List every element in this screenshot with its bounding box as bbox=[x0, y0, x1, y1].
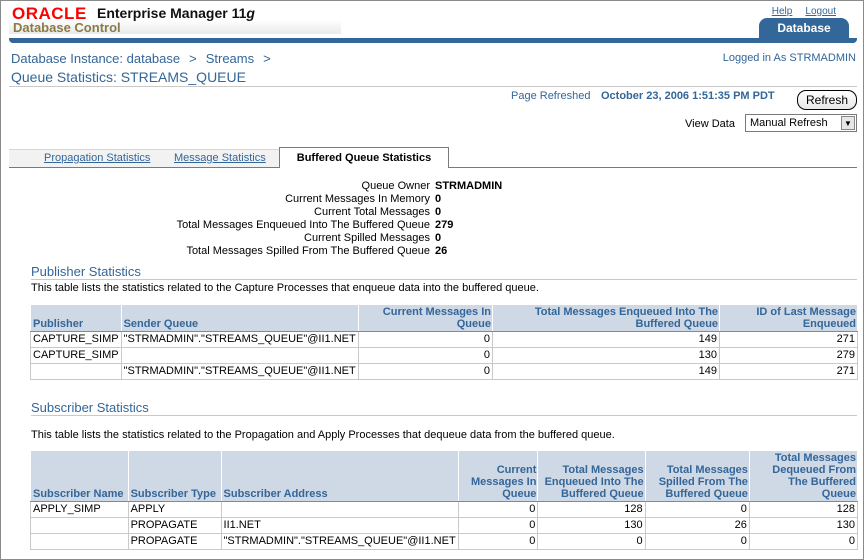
page-refreshed-time: October 23, 2006 1:51:35 PM PDT bbox=[601, 90, 775, 102]
cell-total-spilled: 0 bbox=[645, 502, 749, 518]
column-header-last-message-id: ID of Last Message Enqueued bbox=[720, 305, 858, 332]
breadcrumb bbox=[11, 51, 280, 66]
cell-publisher: CAPTURE_SIMP bbox=[31, 348, 122, 364]
subscriber-statistics-table bbox=[30, 450, 858, 550]
breadcrumb-separator: > bbox=[263, 51, 271, 66]
table-row bbox=[31, 364, 858, 380]
table-row bbox=[31, 332, 858, 348]
global-links bbox=[762, 5, 836, 17]
summary-value: 279 bbox=[435, 219, 454, 231]
table-header-row bbox=[31, 305, 858, 332]
breadcrumb-streams[interactable]: Streams bbox=[205, 51, 255, 66]
cell-last-message-id: 271 bbox=[720, 332, 858, 348]
summary-value: STRMADMIN bbox=[435, 180, 503, 192]
summary-label: Total Messages Spilled From The Buffered Queue bbox=[186, 245, 430, 257]
tab-buffered-queue-statistics[interactable]: Buffered Queue Statistics bbox=[279, 147, 449, 168]
cell-total-dequeued: 0 bbox=[749, 534, 857, 550]
refresh-button[interactable]: Refresh bbox=[797, 90, 857, 110]
cell-current-messages: 0 bbox=[458, 502, 538, 518]
product-subtitle: Database Control bbox=[13, 20, 121, 35]
summary-label: Queue Owner bbox=[361, 180, 430, 192]
section-divider bbox=[31, 279, 857, 280]
subscriber-description: This table lists the statistics related to the Propagation and Apply Processes that dequeue data from the buffered queue. bbox=[31, 429, 615, 441]
cell-publisher: CAPTURE_SIMP bbox=[31, 332, 122, 348]
cell-subscriber-address bbox=[221, 502, 458, 518]
table-row bbox=[31, 518, 858, 534]
column-header-total-dequeued: Total Messages Dequeued From The Buffered Queue bbox=[749, 451, 857, 502]
cell-total-dequeued: 130 bbox=[749, 518, 857, 534]
cell-current-messages: 0 bbox=[458, 518, 538, 534]
column-header-subscriber-type: Subscriber Type bbox=[128, 451, 221, 502]
cell-total-enqueued: 130 bbox=[538, 518, 645, 534]
logged-in-user: Logged in As STRMADMIN bbox=[722, 52, 856, 64]
cell-sender-queue: "STRMADMIN"."STREAMS_QUEUE"@II1.NET bbox=[121, 364, 358, 380]
view-data-label: View Data bbox=[685, 118, 735, 130]
cell-subscriber-address: "STRMADMIN"."STREAMS_QUEUE"@II1.NET bbox=[221, 534, 458, 550]
breadcrumb-separator: > bbox=[189, 51, 197, 66]
cell-total-enqueued: 130 bbox=[492, 348, 719, 364]
summary-value: 0 bbox=[435, 193, 442, 205]
tab-propagation-statistics[interactable]: Propagation Statistics bbox=[44, 152, 151, 164]
publisher-description: This table lists the statistics related to the Capture Processes that enqueue data into the buffered queue. bbox=[31, 282, 539, 294]
tab-database[interactable]: Database bbox=[759, 18, 849, 39]
publisher-statistics-table bbox=[30, 304, 858, 380]
title-divider bbox=[9, 86, 857, 87]
cell-total-spilled: 26 bbox=[645, 518, 749, 534]
section-divider bbox=[31, 415, 857, 416]
summary-row bbox=[101, 180, 521, 193]
cell-last-message-id: 271 bbox=[720, 364, 858, 380]
cell-subscriber-address: II1.NET bbox=[221, 518, 458, 534]
view-data-select[interactable] bbox=[745, 114, 857, 132]
summary-label: Current Spilled Messages bbox=[304, 232, 430, 244]
summary-row bbox=[101, 206, 521, 219]
help-link[interactable]: Help bbox=[771, 6, 793, 17]
cell-total-enqueued: 0 bbox=[538, 534, 645, 550]
summary-label: Current Messages In Memory bbox=[285, 193, 430, 205]
summary-label: Current Total Messages bbox=[314, 206, 430, 218]
cell-sender-queue bbox=[121, 348, 358, 364]
column-header-total-enqueued: Total Messages Enqueued Into The Buffered Queue bbox=[492, 305, 719, 332]
summary-value: 26 bbox=[435, 245, 448, 257]
summary-label: Total Messages Enqueued Into The Buffered Queue bbox=[176, 219, 430, 231]
cell-sender-queue: "STRMADMIN"."STREAMS_QUEUE"@II1.NET bbox=[121, 332, 358, 348]
cell-total-spilled: 0 bbox=[645, 534, 749, 550]
cell-subscriber-type: PROPAGATE bbox=[128, 518, 221, 534]
cell-total-enqueued: 149 bbox=[492, 364, 719, 380]
column-header-total-spilled: Total Messages Spilled From The Buffered Queue bbox=[645, 451, 749, 502]
cell-publisher bbox=[31, 364, 122, 380]
cell-subscriber-name: APPLY_SIMP bbox=[31, 502, 129, 518]
oracle-logo: ORACLE bbox=[12, 4, 87, 23]
product-version-suffix: g bbox=[246, 5, 255, 21]
cell-total-dequeued: 128 bbox=[749, 502, 857, 518]
tab-message-statistics[interactable]: Message Statistics bbox=[174, 152, 266, 164]
cell-subscriber-type: PROPAGATE bbox=[128, 534, 221, 550]
page-refreshed-label: Page Refreshed bbox=[511, 90, 591, 102]
cell-current-messages: 0 bbox=[358, 332, 492, 348]
column-header-subscriber-address: Subscriber Address bbox=[221, 451, 458, 502]
cell-subscriber-name bbox=[31, 518, 129, 534]
cell-current-messages: 0 bbox=[358, 348, 492, 364]
publisher-statistics-heading: Publisher Statistics bbox=[31, 264, 141, 279]
product-name bbox=[97, 5, 255, 21]
cell-current-messages: 0 bbox=[458, 534, 538, 550]
queue-summary bbox=[101, 180, 521, 258]
cell-current-messages: 0 bbox=[358, 364, 492, 380]
cell-last-message-id: 279 bbox=[720, 348, 858, 364]
column-header-publisher: Publisher bbox=[31, 305, 122, 332]
summary-row bbox=[101, 232, 521, 245]
table-row bbox=[31, 502, 858, 518]
summary-value: 0 bbox=[435, 206, 442, 218]
summary-row bbox=[101, 219, 521, 232]
cell-total-enqueued: 149 bbox=[492, 332, 719, 348]
column-header-sender-queue: Sender Queue bbox=[121, 305, 358, 332]
cell-total-enqueued: 128 bbox=[538, 502, 645, 518]
logout-link[interactable]: Logout bbox=[805, 6, 836, 17]
table-row bbox=[31, 534, 858, 550]
header-rule bbox=[9, 38, 857, 43]
column-header-current-messages: Current Messages In Queue bbox=[458, 451, 538, 502]
product-name-text: Enterprise Manager 11 bbox=[97, 5, 247, 21]
table-header-row bbox=[31, 451, 858, 502]
subscriber-statistics-heading: Subscriber Statistics bbox=[31, 400, 149, 415]
chevron-down-icon[interactable]: ▼ bbox=[841, 116, 855, 130]
column-header-subscriber-name: Subscriber Name bbox=[31, 451, 129, 502]
page-title: Queue Statistics: STREAMS_QUEUE bbox=[11, 69, 246, 85]
cell-subscriber-type: APPLY bbox=[128, 502, 221, 518]
breadcrumb-database-instance[interactable]: Database Instance: database bbox=[11, 51, 181, 66]
summary-value: 0 bbox=[435, 232, 442, 244]
column-header-total-enqueued: Total Messages Enqueued Into The Buffered Queue bbox=[538, 451, 645, 502]
view-data-selected-value: Manual Refresh bbox=[750, 117, 828, 129]
summary-row bbox=[101, 193, 521, 206]
table-row bbox=[31, 348, 858, 364]
cell-subscriber-name bbox=[31, 534, 129, 550]
summary-row bbox=[101, 245, 521, 258]
column-header-current-messages: Current Messages In Queue bbox=[358, 305, 492, 332]
